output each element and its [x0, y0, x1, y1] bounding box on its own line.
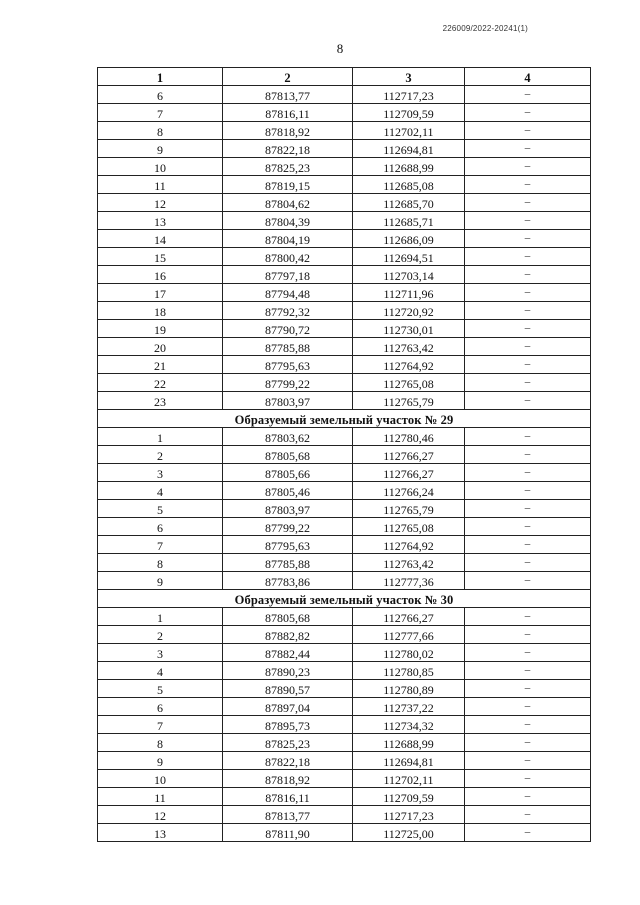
point-number: 5 [98, 500, 223, 518]
table-row [98, 194, 591, 212]
y-coordinate: 112766,24 [353, 482, 465, 500]
x-coordinate: 87822,18 [223, 752, 353, 770]
point-number: 1 [98, 428, 223, 446]
y-coordinate: 112737,22 [353, 698, 465, 716]
point-number: 16 [98, 266, 223, 284]
point-number: 8 [98, 122, 223, 140]
y-coordinate: 112709,59 [353, 788, 465, 806]
table-row [98, 770, 591, 788]
note-cell: – [465, 824, 591, 842]
table-row [98, 212, 591, 230]
y-coordinate: 112765,08 [353, 518, 465, 536]
point-number: 22 [98, 374, 223, 392]
coordinates-table [97, 67, 591, 842]
note-cell: – [465, 338, 591, 356]
table-row [98, 428, 591, 446]
table-row [98, 104, 591, 122]
point-number: 20 [98, 338, 223, 356]
table-row [98, 374, 591, 392]
y-coordinate: 112702,11 [353, 122, 465, 140]
point-number: 9 [98, 572, 223, 590]
y-coordinate: 112703,14 [353, 266, 465, 284]
table-row [98, 788, 591, 806]
point-number: 13 [98, 824, 223, 842]
note-cell: – [465, 572, 591, 590]
y-coordinate: 112694,81 [353, 752, 465, 770]
x-coordinate: 87804,62 [223, 194, 353, 212]
note-cell: – [465, 500, 591, 518]
x-coordinate: 87822,18 [223, 140, 353, 158]
note-cell: – [465, 266, 591, 284]
table-row [98, 644, 591, 662]
x-coordinate: 87797,18 [223, 266, 353, 284]
x-coordinate: 87805,66 [223, 464, 353, 482]
x-coordinate: 87804,19 [223, 230, 353, 248]
note-cell: – [465, 212, 591, 230]
y-coordinate: 112766,27 [353, 464, 465, 482]
x-coordinate: 87794,48 [223, 284, 353, 302]
y-coordinate: 112765,08 [353, 374, 465, 392]
point-number: 7 [98, 104, 223, 122]
note-cell: – [465, 158, 591, 176]
note-cell: – [465, 536, 591, 554]
y-coordinate: 112764,92 [353, 356, 465, 374]
point-number: 8 [98, 734, 223, 752]
x-coordinate: 87882,82 [223, 626, 353, 644]
table-row [98, 338, 591, 356]
x-coordinate: 87818,92 [223, 770, 353, 788]
point-number: 23 [98, 392, 223, 410]
note-cell: – [465, 482, 591, 500]
note-cell: – [465, 788, 591, 806]
table-row [98, 176, 591, 194]
point-number: 8 [98, 554, 223, 572]
note-cell: – [465, 464, 591, 482]
y-coordinate: 112766,27 [353, 608, 465, 626]
point-number: 11 [98, 176, 223, 194]
y-coordinate: 112720,92 [353, 302, 465, 320]
note-cell: – [465, 230, 591, 248]
x-coordinate: 87805,68 [223, 608, 353, 626]
note-cell: – [465, 644, 591, 662]
x-coordinate: 87825,23 [223, 734, 353, 752]
table-row [98, 554, 591, 572]
y-coordinate: 112709,59 [353, 104, 465, 122]
y-coordinate: 112780,85 [353, 662, 465, 680]
table-row [98, 302, 591, 320]
y-coordinate: 112780,02 [353, 644, 465, 662]
x-coordinate: 87805,46 [223, 482, 353, 500]
y-coordinate: 112702,11 [353, 770, 465, 788]
table-header-row [98, 68, 591, 86]
table-row [98, 266, 591, 284]
x-coordinate: 87818,92 [223, 122, 353, 140]
point-number: 4 [98, 482, 223, 500]
x-coordinate: 87890,57 [223, 680, 353, 698]
x-coordinate: 87799,22 [223, 518, 353, 536]
note-cell: – [465, 194, 591, 212]
x-coordinate: 87783,86 [223, 572, 353, 590]
table-row [98, 320, 591, 338]
table-row [98, 464, 591, 482]
point-number: 7 [98, 536, 223, 554]
y-coordinate: 112763,42 [353, 554, 465, 572]
note-cell: – [465, 176, 591, 194]
document-reference: 226009/2022-20241(1) [442, 24, 528, 33]
note-cell: – [465, 770, 591, 788]
point-number: 3 [98, 464, 223, 482]
table-row [98, 608, 591, 626]
point-number: 10 [98, 158, 223, 176]
y-coordinate: 112764,92 [353, 536, 465, 554]
point-number: 9 [98, 140, 223, 158]
y-coordinate: 112780,89 [353, 680, 465, 698]
point-number: 9 [98, 752, 223, 770]
point-number: 13 [98, 212, 223, 230]
y-coordinate: 112685,08 [353, 176, 465, 194]
y-coordinate: 112688,99 [353, 734, 465, 752]
note-cell: – [465, 662, 591, 680]
point-number: 2 [98, 446, 223, 464]
table-row [98, 536, 591, 554]
note-cell: – [465, 356, 591, 374]
x-coordinate: 87785,88 [223, 338, 353, 356]
x-coordinate: 87785,88 [223, 554, 353, 572]
table-row [98, 518, 591, 536]
y-coordinate: 112763,42 [353, 338, 465, 356]
point-number: 2 [98, 626, 223, 644]
x-coordinate: 87804,39 [223, 212, 353, 230]
column-header: 3 [353, 68, 465, 86]
point-number: 5 [98, 680, 223, 698]
column-header: 1 [98, 68, 223, 86]
table-row [98, 482, 591, 500]
y-coordinate: 112717,23 [353, 86, 465, 104]
page-number: 8 [336, 41, 344, 56]
point-number: 21 [98, 356, 223, 374]
note-cell: – [465, 626, 591, 644]
point-number: 17 [98, 284, 223, 302]
note-cell: – [465, 428, 591, 446]
column-header: 2 [223, 68, 353, 86]
x-coordinate: 87813,77 [223, 806, 353, 824]
note-cell: – [465, 122, 591, 140]
point-number: 12 [98, 194, 223, 212]
y-coordinate: 112780,46 [353, 428, 465, 446]
column-header: 4 [465, 68, 591, 86]
x-coordinate: 87803,62 [223, 428, 353, 446]
x-coordinate: 87803,97 [223, 500, 353, 518]
x-coordinate: 87811,90 [223, 824, 353, 842]
x-coordinate: 87882,44 [223, 644, 353, 662]
x-coordinate: 87825,23 [223, 158, 353, 176]
x-coordinate: 87895,73 [223, 716, 353, 734]
y-coordinate: 112694,51 [353, 248, 465, 266]
note-cell: – [465, 320, 591, 338]
table-row [98, 122, 591, 140]
table-row [98, 680, 591, 698]
point-number: 12 [98, 806, 223, 824]
y-coordinate: 112717,23 [353, 806, 465, 824]
table-row [98, 572, 591, 590]
y-coordinate: 112725,00 [353, 824, 465, 842]
point-number: 11 [98, 788, 223, 806]
table-row [98, 248, 591, 266]
x-coordinate: 87805,68 [223, 446, 353, 464]
x-coordinate: 87813,77 [223, 86, 353, 104]
y-coordinate: 112765,79 [353, 392, 465, 410]
point-number: 6 [98, 518, 223, 536]
point-number: 1 [98, 608, 223, 626]
point-number: 14 [98, 230, 223, 248]
x-coordinate: 87795,63 [223, 536, 353, 554]
y-coordinate: 112730,01 [353, 320, 465, 338]
table-row [98, 626, 591, 644]
table-row [98, 752, 591, 770]
table-row [98, 86, 591, 104]
x-coordinate: 87819,15 [223, 176, 353, 194]
table-row [98, 392, 591, 410]
table-row [98, 698, 591, 716]
note-cell: – [465, 284, 591, 302]
note-cell: – [465, 680, 591, 698]
y-coordinate: 112766,27 [353, 446, 465, 464]
x-coordinate: 87795,63 [223, 356, 353, 374]
note-cell: – [465, 374, 591, 392]
table-row [98, 806, 591, 824]
table-row [98, 734, 591, 752]
table-row [98, 716, 591, 734]
table-row [98, 662, 591, 680]
note-cell: – [465, 716, 591, 734]
point-number: 3 [98, 644, 223, 662]
note-cell: – [465, 86, 591, 104]
x-coordinate: 87816,11 [223, 104, 353, 122]
note-cell: – [465, 554, 591, 572]
y-coordinate: 112711,96 [353, 284, 465, 302]
y-coordinate: 112685,71 [353, 212, 465, 230]
note-cell: – [465, 698, 591, 716]
x-coordinate: 87799,22 [223, 374, 353, 392]
note-cell: – [465, 752, 591, 770]
table-row [98, 356, 591, 374]
point-number: 6 [98, 698, 223, 716]
note-cell: – [465, 518, 591, 536]
table-row [98, 140, 591, 158]
table-row [98, 158, 591, 176]
y-coordinate: 112777,36 [353, 572, 465, 590]
point-number: 10 [98, 770, 223, 788]
table-row [98, 284, 591, 302]
table-row [98, 824, 591, 842]
x-coordinate: 87803,97 [223, 392, 353, 410]
y-coordinate: 112686,09 [353, 230, 465, 248]
note-cell: – [465, 248, 591, 266]
note-cell: – [465, 608, 591, 626]
note-cell: – [465, 806, 591, 824]
point-number: 6 [98, 86, 223, 104]
x-coordinate: 87800,42 [223, 248, 353, 266]
y-coordinate: 112734,32 [353, 716, 465, 734]
note-cell: – [465, 302, 591, 320]
section-title: Образуемый земельный участок № 30 [98, 590, 591, 608]
point-number: 19 [98, 320, 223, 338]
point-number: 4 [98, 662, 223, 680]
y-coordinate: 112694,81 [353, 140, 465, 158]
section-title: Образуемый земельный участок № 29 [98, 410, 591, 428]
section-title-row [98, 590, 591, 608]
x-coordinate: 87790,72 [223, 320, 353, 338]
point-number: 15 [98, 248, 223, 266]
table-row [98, 500, 591, 518]
y-coordinate: 112777,66 [353, 626, 465, 644]
table-row [98, 446, 591, 464]
note-cell: – [465, 734, 591, 752]
y-coordinate: 112685,70 [353, 194, 465, 212]
note-cell: – [465, 104, 591, 122]
y-coordinate: 112765,79 [353, 500, 465, 518]
x-coordinate: 87890,23 [223, 662, 353, 680]
section-title-row [98, 410, 591, 428]
x-coordinate: 87792,32 [223, 302, 353, 320]
x-coordinate: 87897,04 [223, 698, 353, 716]
x-coordinate: 87816,11 [223, 788, 353, 806]
note-cell: – [465, 392, 591, 410]
point-number: 18 [98, 302, 223, 320]
table-row [98, 230, 591, 248]
note-cell: – [465, 140, 591, 158]
note-cell: – [465, 446, 591, 464]
point-number: 7 [98, 716, 223, 734]
y-coordinate: 112688,99 [353, 158, 465, 176]
